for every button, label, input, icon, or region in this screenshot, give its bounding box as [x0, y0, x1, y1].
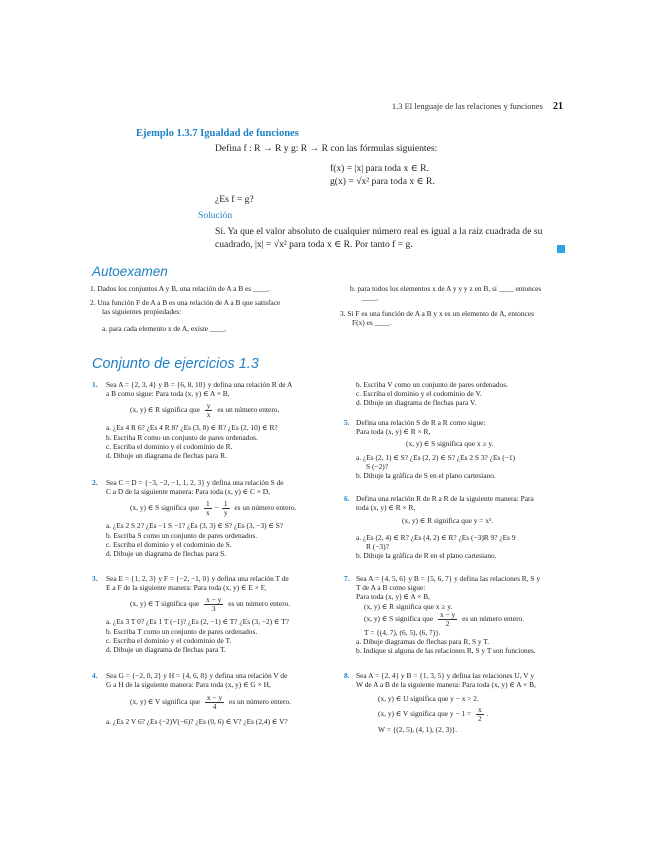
part-b: b. Escriba V como un conjunto de pares ordenados.	[356, 380, 509, 389]
part-b: b. Dibuje la gráfica de S en el plano cartesiano.	[356, 471, 496, 481]
exercise-text: Defina una relación S de R a R como sigue:	[356, 418, 486, 427]
relation-definition: (x, y) ∈ T significa que $\frac{x - y}{3}$ es un número entero.	[130, 595, 291, 614]
exercise-1	[92, 380, 332, 460]
section-title: 1.3 El lenguaje de las relaciones y funciones	[391, 101, 543, 111]
exercise-number: 3.	[92, 574, 98, 583]
exercise-text: Sea G = {−2, 0, 2} y H = {4, 6, 8} y defina una relación V de	[106, 671, 288, 680]
page-number: 21	[553, 101, 563, 112]
exercise-text: Sea A = {2, 4} y B = {1, 3, 5} y defina las relaciones U, V y	[356, 671, 535, 680]
exercise-text: Sea E = {1, 2, 3} y F = {−2, −1, 0} y defina una relación T de	[106, 574, 289, 583]
autoexamen-q2-b-line2: ____.	[362, 293, 379, 302]
relation-definition: (x, y) ∈ S significa que x ≥ y.	[406, 439, 494, 449]
exercise-4	[92, 671, 332, 727]
autoexamen-q2-line2: las siguientes propiedades:	[102, 307, 182, 316]
relation-v: (x, y) ∈ V significa que y − 1 = $\frac{x}{2}$ .	[378, 704, 489, 723]
exercise-4-continued	[356, 380, 576, 408]
exercise-text: a B como sigue: Para toda (x, y) ∈ A × B,	[106, 389, 230, 399]
part-b: b. Escriba S como un conjunto de pares ordenados.	[106, 530, 258, 540]
relation-s: (x, y) ∈ S significa que $\frac{x - y}{2}$ es un número entero.	[364, 609, 525, 628]
exercise-text: T de A a B como sigue:	[356, 583, 426, 593]
example-intro: Defina f : R → R y g: R → R con las fórmulas siguientes:	[215, 143, 438, 154]
part-d: d. Dibuje un diagrama de flechas para R.	[106, 451, 227, 461]
end-of-proof-square	[557, 240, 565, 258]
exercise-6	[344, 494, 576, 560]
exercise-text: Sea A = {4, 5, 6} y B = {5, 6, 7} y defina las relaciones R, S y	[356, 574, 541, 583]
exercise-text: Para toda (x, y) ∈ R × R,	[356, 427, 431, 437]
part-d: d. Dibuje un diagrama de flechas para V.	[356, 398, 477, 408]
autoexamen-q3-line1: 3. Si F es una función de A a B y x es un elemento de A, entonces	[340, 309, 534, 318]
exercise-text: E a F de la siguiente manera: Para toda (x, y) ∈ E × F,	[106, 583, 267, 593]
relation-definition: (x, y) ∈ S significa que $\frac{1}{x}$ − $\frac{1}{y}$ es un número entero.	[130, 499, 297, 518]
part-a: a. ¿Es 2 S 2? ¿Es −1 S −1? ¿Es (3, 3) ∈ S? ¿Es (3, −3) ∈ S?	[106, 521, 284, 531]
part-c: c. Escriba el dominio y el codominio de S.	[106, 539, 232, 549]
exercise-5	[344, 418, 576, 480]
example-question: ¿Es f = g?	[215, 194, 254, 205]
solution-label: Solución	[198, 210, 233, 221]
solution-line-1: Sí. Ya que el valor absoluto de cualquier número real es igual a la raíz cuadrada de su	[215, 226, 543, 237]
relation-u: (x, y) ∈ U significa que y − x > 2.	[378, 694, 479, 704]
exercise-text: Sea C = D = {−3, −2, −1, 1, 2, 3} y defina una relación S de	[106, 478, 284, 487]
relation-w: W = {(2, 5), (4, 1), (2, 3)}.	[378, 724, 458, 734]
part-b: b. Dibuje la gráfica de R en el plano cartesiano.	[356, 551, 497, 561]
exercise-number: 7.	[344, 574, 350, 583]
part-a: a. ¿Es 2 V 6? ¿Es (−2)V(−6)? ¿Es (0, 6) ∈ V? ¿Es (2,4) ∈ V?	[106, 717, 288, 727]
relation-definition: (x, y) ∈ R significa que $\frac{y}{x}$ es un número entero.	[130, 401, 280, 420]
part-b: b. Indique si alguna de las relaciones R, S y T son funciones.	[356, 646, 536, 656]
example-title: Ejemplo 1.3.7 Igualdad de funciones	[136, 128, 299, 139]
relation-definition: (x, y) ∈ R significa que y = x².	[402, 516, 494, 526]
part-a: a. ¿Es 4 R 6? ¿Es 4 R 8? ¿Es (3, 8) ∈ R? ¿Es (2, 10) ∈ R?	[106, 423, 278, 433]
exercise-number: 8.	[344, 671, 350, 680]
relation-t: T = {(4, 7), (6, 5), (6, 7)}.	[364, 627, 441, 637]
autoexamen-title: Autoexamen	[92, 264, 168, 279]
exercise-number: 1.	[92, 380, 98, 389]
relation-r: (x, y) ∈ R significa que x ≥ y.	[364, 601, 453, 611]
autoexamen-q1: 1. Dados los conjuntos A y B, una relación de A a B es ____.	[90, 284, 270, 293]
exercise-number: 4.	[92, 671, 98, 680]
solution-line-2: cuadrado, |x| = √x² para toda x ∈ R. Por tanto f = g.	[215, 239, 413, 250]
exercise-number: 6.	[344, 494, 350, 503]
part-a: a. ¿Es (2, 4) ∈ R? ¿Es (4, 2) ∈ R? ¿Es (−3)R 9? ¿Es 9	[356, 532, 516, 542]
part-a: a. Dibuje diagramas de flechas para R, S y T.	[356, 637, 490, 647]
exercise-text: toda (x, y) ∈ R × R,	[356, 503, 416, 513]
exercise-text: C a D de la siguiente manera: Para toda (x, y) ∈ C × D,	[106, 487, 270, 497]
part-a-cont: S (−2)?	[366, 461, 389, 471]
exercise-number: 2.	[92, 478, 98, 487]
exercise-text: Para toda (x, y) ∈ A × B,	[356, 592, 430, 602]
exercise-3	[92, 574, 332, 654]
autoexamen-q2-b-line1: b. para todos los elementos x de A y y y z en B, si ____ entonces	[350, 284, 542, 293]
autoexamen-q2-line1: 2. Una función F de A a B es una relación de A a B que satisface	[90, 298, 281, 307]
part-d: d. Dibuje un diagrama de flechas para T.	[106, 645, 226, 655]
part-d: d. Dibuje un diagrama de flechas para S.	[106, 549, 227, 559]
exercise-text: Defina una relación R de R a R de la siguiente manera: Para	[356, 494, 534, 503]
exercise-7	[344, 574, 576, 655]
exercise-8	[344, 671, 576, 734]
exercise-number: 5.	[344, 418, 350, 427]
exercise-text: W de A a B de la siguiente manera: Para toda (x, y) ∈ A × B,	[356, 680, 536, 690]
part-a-cont: R (−3)?	[366, 541, 389, 551]
autoexamen-q2-a: a. para cada elemento x de A, existe ____.	[102, 324, 227, 333]
part-b: b. Escriba T como un conjunto de pares ordenados.	[106, 626, 258, 636]
g-definition: g(x) = √x² para toda x ∈ R.	[330, 176, 435, 187]
autoexamen-q3-line2: F(x) es ____.	[352, 318, 392, 327]
part-b: b. Escriba R como un conjunto de pares ordenados.	[106, 432, 258, 442]
relation-definition: (x, y) ∈ V significa que $\frac{x - y}{4}$ es un número entero.	[130, 693, 292, 712]
part-a: a. ¿Es 3 T 0? ¿Es 1 T (−1)? ¿Es (2, −1) ∈ T? ¿Es (3, −2) ∈ T?	[106, 617, 289, 627]
exercises-title: Conjunto de ejercicios 1.3	[92, 356, 259, 372]
f-definition: f(x) = |x| para toda x ∈ R.	[330, 163, 429, 174]
part-c: c. Escriba el dominio y el codominio de T.	[106, 635, 232, 645]
exercise-text: G a H de la siguiente manera: Para toda (x, y) ∈ G × H,	[106, 680, 271, 690]
exercise-2	[92, 478, 332, 558]
part-a: a. ¿Es (2, 1) ∈ S? ¿Es (2, 2) ∈ S? ¿Es 2 S 3? ¿Es (−1)	[356, 452, 515, 462]
part-c: c. Escriba el dominio y el codominio de V.	[356, 389, 482, 399]
exercise-text: Sea A = {2, 3, 4} y B = {6, 8, 10} y defina una relación R de A	[106, 380, 293, 389]
part-c: c. Escriba el dominio y el codominio de R.	[106, 441, 233, 451]
running-header	[392, 101, 563, 112]
